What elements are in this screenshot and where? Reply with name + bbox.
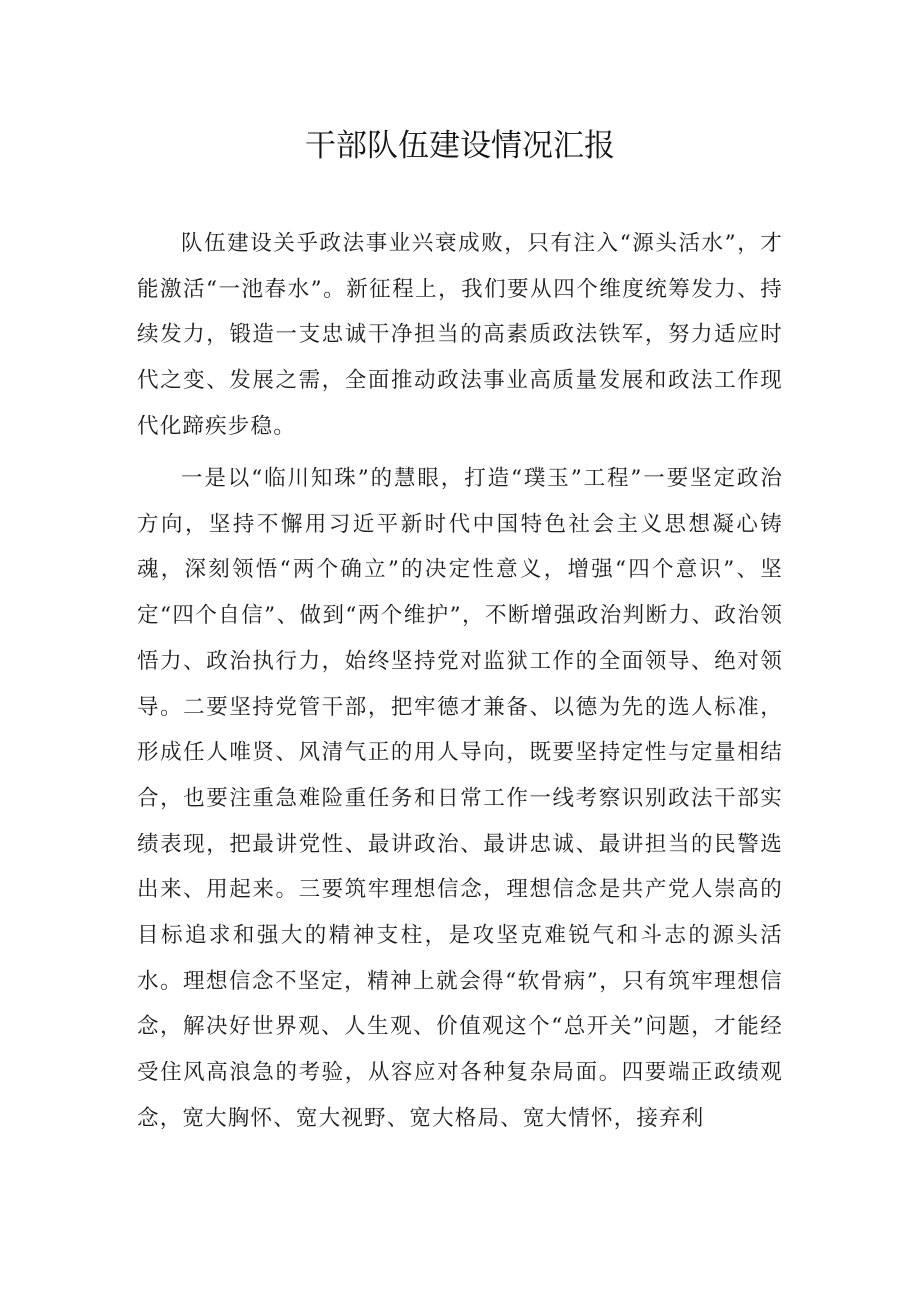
document-title: 干部队伍建设情况汇报: [305, 128, 615, 164]
paragraph-first-point: 一是以“临川知珠”的慧眼，打造“璞玉”工程”一要坚定政治方向，坚持不懈用习近平新时代中国特色社会主义思想凝心铸魂，深刻领悟“两个确立”的决定性意义，增强“四个意识”、坚定“四个自信”、做到“两个维护”，不断增强政治判断力、政治领悟力、政治执行力，始终坚持党对监狱工作的全面领导、绝对领导。二要坚持党管干部，把牢德才兼备、以德为先的选人标准，形成任人唯贤、风清气正的用人导向，既要坚持定性与定量相结合，也要注重急难险重任务和日常工作一线考察识别政法干部实绩表现，把最讲党性、最讲政治、最讲忠诚、最讲担当的民警选出来、用起来。三要筑牢理想信念，理想信念是共产党人崇高的目标追求和强大的精神支柱，是攻坚克难锐气和斗志的源头活水。理想信念不坚定，精神上就会得“软骨病”，只有筑牢理想信念，解决好世界观、人生观、价值观这个“总开关”问题，才能经受住风高浪急的考验，从容应对各种复杂局面。四要端正政绩观念，宽大胸怀、宽大视野、宽大格局、宽大情怀，接弃利: [137, 466, 783, 1131]
paragraph-intro: 队伍建设关乎政法事业兴衰成败，只有注入“源头活水”，才能激活“一池春水”。新征程上，我们要从四个维度统筹发力、持续发力，锻造一支忠诚干净担当的高素质政法铁军，努力适应时代之变、发展之需，全面推动政法事业高质量发展和政法工作现代化蹄疾步稳。: [137, 231, 783, 439]
